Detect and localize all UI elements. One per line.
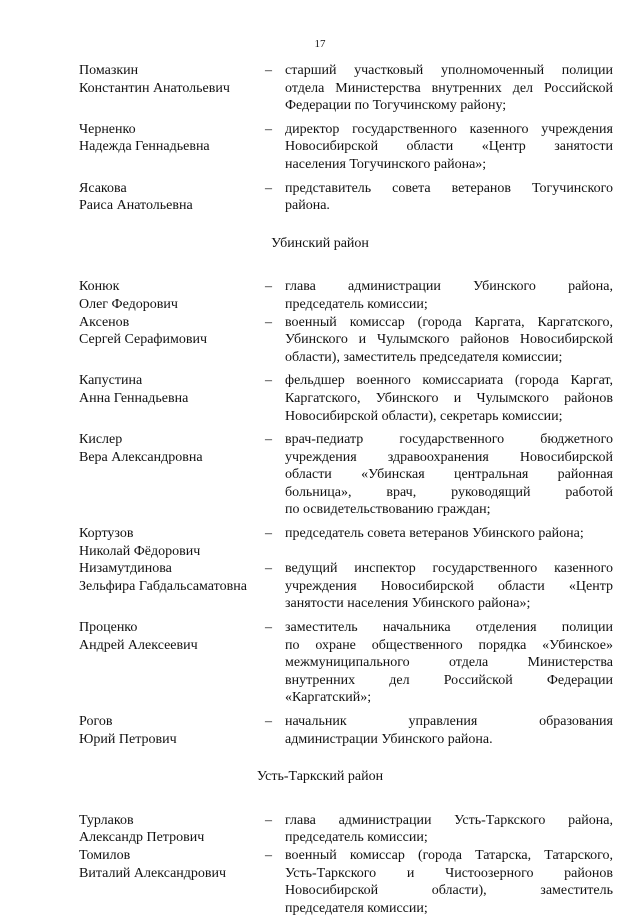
- member-entry: [79, 525, 613, 560]
- member-role: [285, 713, 613, 748]
- member-role-line: директор государственного казенного учреждения: [285, 121, 613, 137]
- member-role-line: Федерации по Тогучинскому району;: [285, 98, 507, 114]
- member-name-line: Помазкин: [79, 63, 139, 78]
- dash-separator: –: [265, 279, 272, 295]
- member-name-line: Рогов: [79, 714, 113, 729]
- member-role: [285, 278, 613, 313]
- member-name-line: Виталий Александрович: [79, 865, 227, 881]
- member-role: [285, 525, 613, 543]
- dash-separator: –: [265, 314, 272, 330]
- member-name: [79, 560, 265, 595]
- member-name-line: Конюк: [79, 279, 120, 295]
- member-role-line: района.: [285, 198, 330, 214]
- member-name-line: Кортузов: [79, 526, 134, 542]
- member-role: [285, 121, 613, 174]
- member-role-line: Новосибирской области), секретарь комиссии;: [285, 408, 563, 424]
- member-entry: [79, 619, 613, 707]
- member-name: [79, 619, 265, 654]
- member-role: [285, 812, 613, 847]
- member-role-line: председателя комиссии;: [285, 900, 428, 916]
- member-name-line: Николай Фёдорович: [79, 543, 201, 559]
- member-role-line: «Каргатский»;: [285, 690, 372, 706]
- member-name: [79, 525, 265, 560]
- dash-separator: –: [265, 620, 272, 636]
- member-role: [285, 431, 613, 519]
- dash-separator: –: [265, 432, 272, 448]
- dash-separator: –: [265, 180, 272, 196]
- member-name-line: Аксенов: [79, 314, 130, 330]
- member-name-line: Кислер: [79, 432, 123, 448]
- member-role-line: населения Тогучинского района»;: [285, 156, 487, 172]
- member-role-line: военный комиссар (города Каргата, Каргатского,: [285, 314, 613, 330]
- member-name: [79, 180, 265, 215]
- dash-separator: –: [265, 812, 272, 828]
- member-role-line: Усть-Таркского и Чистоозерного районов: [285, 865, 613, 881]
- member-role-line: по освидетельствованию граждан;: [285, 502, 491, 518]
- member-role: [285, 560, 613, 613]
- member-name: [79, 121, 265, 156]
- member-name-line: Надежда Геннадьевна: [79, 139, 210, 155]
- member-name-line: Черненко: [79, 121, 136, 137]
- member-entry: [79, 847, 613, 917]
- member-role: [285, 847, 613, 917]
- dash-separator: –: [265, 847, 272, 863]
- member-name-line: Вера Александровна: [79, 449, 203, 465]
- member-name-line: Анна Геннадьевна: [79, 390, 189, 406]
- member-name-line: Раиса Анатольевна: [79, 198, 193, 214]
- member-role: [285, 619, 613, 707]
- member-role-line: глава администрации Усть-Таркского района,: [285, 812, 613, 828]
- member-entry: [79, 713, 613, 748]
- member-entry: [79, 314, 613, 367]
- dash-separator: –: [265, 526, 272, 542]
- member-name-line: Низамутдинова: [79, 561, 172, 577]
- member-name-line: Зельфира Габдальсаматовна: [79, 578, 247, 594]
- member-role-line: занятости населения Убинского района»;: [285, 596, 531, 612]
- member-name-line: Александр Петрович: [79, 830, 205, 846]
- member-role: [285, 62, 613, 115]
- member-role-line: глава администрации Убинского района,: [285, 279, 613, 295]
- section-heading-ubinsky: Убинский район: [271, 235, 369, 251]
- member-role-line: больница», врач, руководящий работой: [285, 484, 613, 500]
- member-entry: [79, 121, 613, 174]
- member-name: [79, 278, 265, 313]
- member-name: [79, 812, 265, 847]
- member-role-line: врач-педиатр государственного бюджетного: [285, 432, 613, 448]
- dash-separator: –: [265, 121, 272, 137]
- member-name-line: Олег Федорович: [79, 296, 178, 312]
- member-role-line: учреждения здравоохранения Новосибирской: [285, 449, 613, 465]
- page-number: 17: [314, 38, 326, 50]
- member-role-line: администрации Убинского района.: [285, 731, 493, 747]
- member-role-line: области «Убинская центральная районная: [285, 467, 613, 483]
- member-role-line: фельдшер военного комиссариата (города Каргат,: [285, 373, 613, 389]
- members-group-ubinsky: [79, 278, 613, 748]
- member-name-line: Проценко: [79, 620, 138, 636]
- member-name: [79, 314, 265, 349]
- member-name: [79, 372, 265, 407]
- dash-separator: –: [265, 63, 272, 78]
- member-role-line: Новосибирской области), заместитель: [285, 883, 613, 899]
- member-role-line: Убинского и Чулымского районов Новосибирской: [285, 332, 613, 348]
- section-heading-ust-tarksky: Усть-Таркский район: [256, 769, 384, 785]
- member-role-line: ведущий инспектор государственного казенного: [285, 561, 613, 577]
- member-name: [79, 713, 265, 748]
- member-role: [285, 314, 613, 367]
- member-name-line: Капустина: [79, 373, 143, 389]
- dash-separator: –: [265, 373, 272, 389]
- member-name-line: Константин Анатольевич: [79, 80, 230, 96]
- member-name: [79, 431, 265, 466]
- member-role-line: начальник управления образования: [285, 714, 613, 729]
- members-group-ust-tarksky: [79, 812, 613, 917]
- member-name: [79, 847, 265, 882]
- member-role-line: старший участковый уполномоченный полиции: [285, 63, 613, 78]
- member-entry: [79, 278, 613, 313]
- member-entry: [79, 560, 613, 613]
- member-name-line: Турлаков: [79, 812, 134, 828]
- member-role-line: председатель комиссии;: [285, 830, 428, 846]
- member-role-line: внутренних дел Российской Федерации: [285, 672, 613, 688]
- members-group-toguchinsky: [79, 62, 613, 215]
- member-entry: [79, 812, 613, 847]
- member-entry: [79, 431, 613, 519]
- member-role-line: председатель совета ветеранов Убинского района;: [285, 526, 584, 542]
- commission-list: [79, 62, 613, 917]
- member-role-line: представитель совета ветеранов Тогучинского: [285, 180, 613, 196]
- member-role-line: председатель комиссии;: [285, 296, 428, 312]
- member-role-line: отдела Министерства внутренних дел Российской: [285, 80, 613, 96]
- member-role-line: Новосибирской области «Центр занятости: [285, 139, 613, 155]
- member-role-line: Каргатского, Убинского и Чулымского районов: [285, 390, 613, 406]
- dash-separator: –: [265, 714, 272, 729]
- member-name-line: Сергей Серафимович: [79, 332, 207, 348]
- member-entry: [79, 62, 613, 115]
- member-name-line: Томилов: [79, 847, 131, 863]
- member-role-line: области), заместитель председателя комиссии;: [285, 349, 563, 365]
- member-role-line: военный комиссар (города Татарска, Татарского,: [285, 847, 613, 863]
- dash-separator: –: [265, 561, 272, 577]
- member-role: [285, 180, 613, 215]
- member-role-line: по охране общественного порядка «Убинское»: [285, 637, 613, 653]
- member-name-line: Юрий Петрович: [79, 731, 177, 747]
- member-role: [285, 372, 613, 425]
- member-role-line: заместитель начальника отделения полиции: [285, 620, 613, 636]
- member-role-line: межмуниципального отдела Министерства: [285, 655, 613, 671]
- member-role-line: учреждения Новосибирской области «Центр: [285, 578, 613, 594]
- member-name-line: Ясакова: [79, 180, 127, 196]
- member-entry: [79, 180, 613, 215]
- member-name: [79, 62, 265, 97]
- member-entry: [79, 372, 613, 425]
- member-name-line: Андрей Алексеевич: [79, 637, 198, 653]
